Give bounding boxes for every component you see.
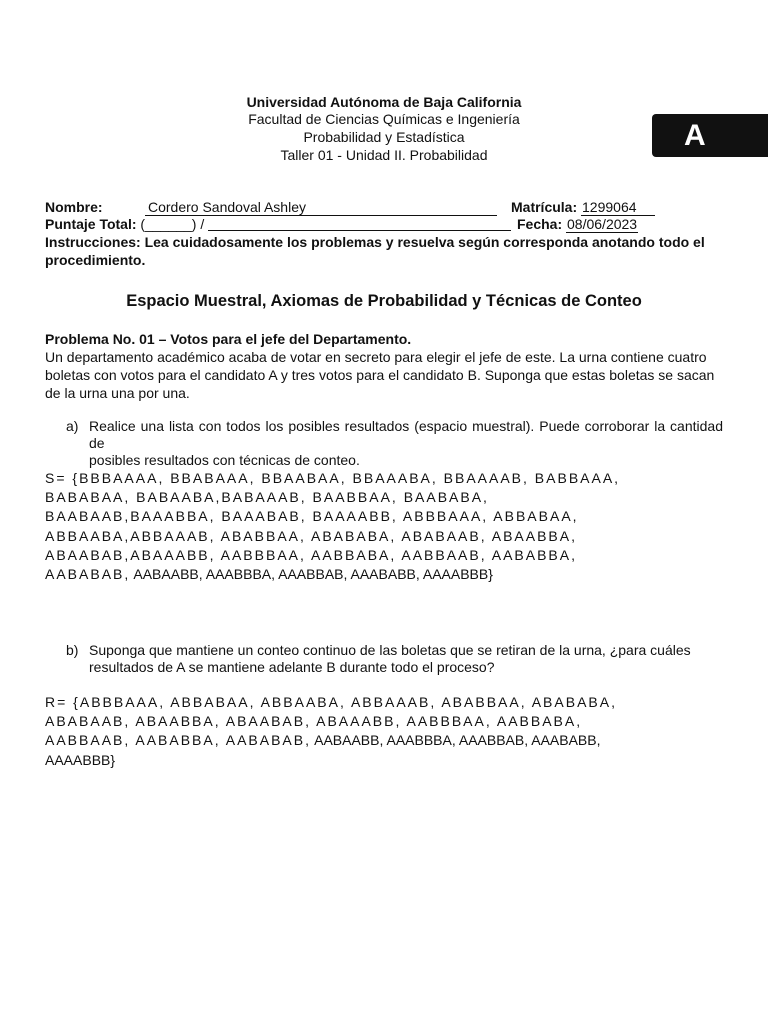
statement-line: boletas con votos para el candidato A y tres votos para el candidato B. Suponga que estas boletas se sacan bbox=[45, 367, 715, 383]
fecha-label: Fecha: bbox=[517, 216, 563, 232]
part-b-line: resultados de A se mantiene adelante B durante todo el proceso? bbox=[89, 659, 495, 675]
fecha-value: 08/06/2023 bbox=[567, 216, 638, 232]
answer-r-line3-spaced: AABBAAB, AABABBA, AABABAB, bbox=[45, 732, 311, 749]
faculty-name: Facultad de Ciencias Químicas e Ingeniería bbox=[248, 111, 520, 127]
instructions-line2: procedimiento. bbox=[45, 252, 146, 268]
section-title: Espacio Muestral, Axiomas de Probabilidad y Técnicas de Conteo bbox=[126, 292, 642, 310]
part-b bbox=[66, 642, 723, 676]
score-field bbox=[45, 216, 204, 232]
part-b-line: Suponga que mantiene un conteo continuo de las boletas que se retiran de la urna, ¿para cuáles bbox=[89, 642, 691, 658]
problem-title: Problema No. 01 – Votos para el jefe del Departamento. bbox=[45, 331, 412, 347]
answer-s-line: BABABAA, BABAABA,BABAAAB, BAABBAA, BAABABA, bbox=[45, 489, 489, 506]
answer-s-last-rest: AABAABB, AAABBBA, AAABBAB, AAABABB, AAAABBB} bbox=[130, 566, 493, 583]
name-field bbox=[145, 199, 497, 216]
sample-space-answer bbox=[45, 469, 620, 584]
answer-r-line3-rest: AABAABB, AAABBBA, AAABBAB, AAABABB, bbox=[311, 732, 601, 749]
part-a bbox=[66, 418, 723, 469]
part-a-line: posibles resultados con técnicas de conteo. bbox=[89, 452, 360, 468]
answer-s-line: ABAABAB,ABAAABB, AABBBAA, AABBABA, AABBAAB, AABABBA, bbox=[45, 546, 577, 563]
score-value: (______) / bbox=[140, 216, 205, 232]
problem-statement bbox=[45, 348, 723, 402]
answer-r-line bbox=[45, 731, 617, 750]
answer-r-line bbox=[45, 751, 617, 770]
name-label: Nombre: bbox=[45, 199, 103, 215]
instructions-text-1: Lea cuidadosamente los problemas y resuelva según corresponda anotando todo el bbox=[144, 234, 705, 250]
answer-s-line bbox=[45, 565, 620, 584]
name-value: Cordero Sandoval Ashley bbox=[145, 200, 497, 216]
workshop-title: Taller 01 - Unidad II. Probabilidad bbox=[280, 147, 488, 163]
instructions-line1 bbox=[45, 234, 705, 250]
fecha-field bbox=[517, 216, 638, 233]
matricula-value: 1299064 bbox=[581, 200, 655, 216]
answer-r-line: ABABAAB, ABAABBA, ABAABAB, ABAAABB, AABBBAA, AABBABA, bbox=[45, 713, 583, 730]
answer-r-line4: AAAABBB} bbox=[45, 751, 116, 768]
instructions-label: Instrucciones: bbox=[45, 234, 141, 250]
matricula-field bbox=[511, 199, 655, 216]
part-a-label: a) bbox=[66, 418, 79, 434]
statement-line: Un departamento académico acaba de votar en secreto para elegir el jefe de este. La urna contiene cuatro bbox=[45, 349, 707, 365]
answer-s-line: ABBAABA,ABBAAAB, ABABBAA, ABABABA, ABABAAB, ABAABBA, bbox=[45, 527, 577, 544]
answer-s-last-spaced: AABABAB, bbox=[45, 566, 131, 583]
statement-line: de la urna una por una. bbox=[45, 385, 190, 401]
course-name: Probabilidad y Estadística bbox=[303, 129, 465, 145]
version-badge: A bbox=[652, 114, 768, 157]
university-name: Universidad Autónoma de Baja California bbox=[246, 94, 522, 110]
part-a-line: Realice una lista con todos los posibles resultados (espacio muestral). Puede corroborar la cantidad de bbox=[89, 418, 723, 451]
result-set-answer bbox=[45, 693, 617, 770]
score-underline bbox=[208, 230, 511, 231]
matricula-label: Matrícula: bbox=[511, 199, 578, 215]
answer-r-line: R= {ABBBAAA, ABBABAA, ABBAABA, ABBAAAB, ABABBAA, ABABABA, bbox=[45, 694, 617, 710]
answer-s-line: BAABAAB,BAAABBA, BAAABAB, BAAAABB, ABBBAAA, ABBABAA, bbox=[45, 508, 579, 525]
score-label: Puntaje Total: bbox=[45, 216, 137, 232]
part-b-label: b) bbox=[66, 642, 79, 658]
answer-s-line: S= {BBBAAAA, BBABAAA, BBAABAA, BBAAABA, BBAAAAB, BABBAAA, bbox=[45, 470, 621, 486]
